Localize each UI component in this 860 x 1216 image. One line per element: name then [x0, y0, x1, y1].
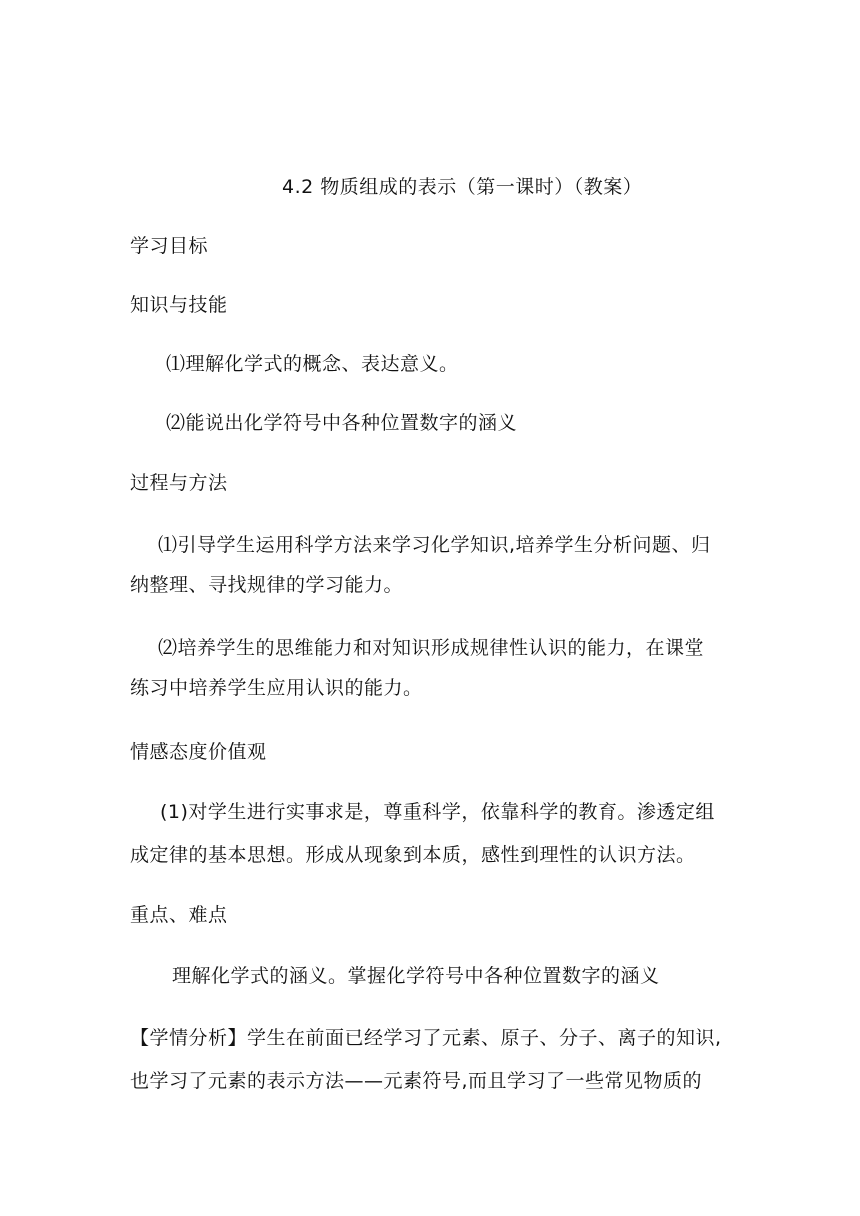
analysis-line-1: 【学情分析】学生在前面已经学习了元素、原子、分子、离子的知识,	[130, 1027, 722, 1049]
process-methods-item-2-line-1: ⑵培养学生的思维能力和对知识形成规律性认识的能力，在课堂	[158, 637, 705, 659]
process-methods-item-2-line-2: 练习中培养学生应用认识的能力。	[130, 677, 423, 699]
key-points-heading: 重点、难点	[130, 904, 228, 926]
knowledge-skills-heading: 知识与技能	[130, 294, 228, 316]
knowledge-skills-item-2: ⑵能说出化学符号中各种位置数字的涵义	[166, 412, 518, 434]
process-methods-heading: 过程与方法	[130, 472, 228, 494]
learning-goals-heading: 学习目标	[130, 235, 209, 257]
analysis-line-2: 也学习了元素的表示方法——元素符号,而且学习了一些常见物质的	[130, 1070, 703, 1092]
process-methods-item-1-line-1: ⑴引导学生运用科学方法来学习化学知识,培养学生分析问题、归	[158, 534, 711, 556]
process-methods-item-1-line-2: 纳整理、寻找规律的学习能力。	[130, 574, 404, 596]
attitudes-values-item-1-line-2: 成定律的基本思想。形成从现象到本质，感性到理性的认识方法。	[130, 844, 696, 866]
key-points-text: 理解化学式的涵义。掌握化学符号中各种位置数字的涵义	[172, 965, 660, 987]
attitudes-values-heading: 情感态度价值观	[130, 741, 267, 763]
document-title: 4.2 物质组成的表示（第一课时）（教案）	[282, 176, 643, 198]
attitudes-values-item-1-line-1: (1)对学生进行实事求是，尊重科学，依靠科学的教育。渗透定组	[160, 801, 715, 823]
knowledge-skills-item-1: ⑴理解化学式的概念、表达意义。	[166, 353, 459, 375]
